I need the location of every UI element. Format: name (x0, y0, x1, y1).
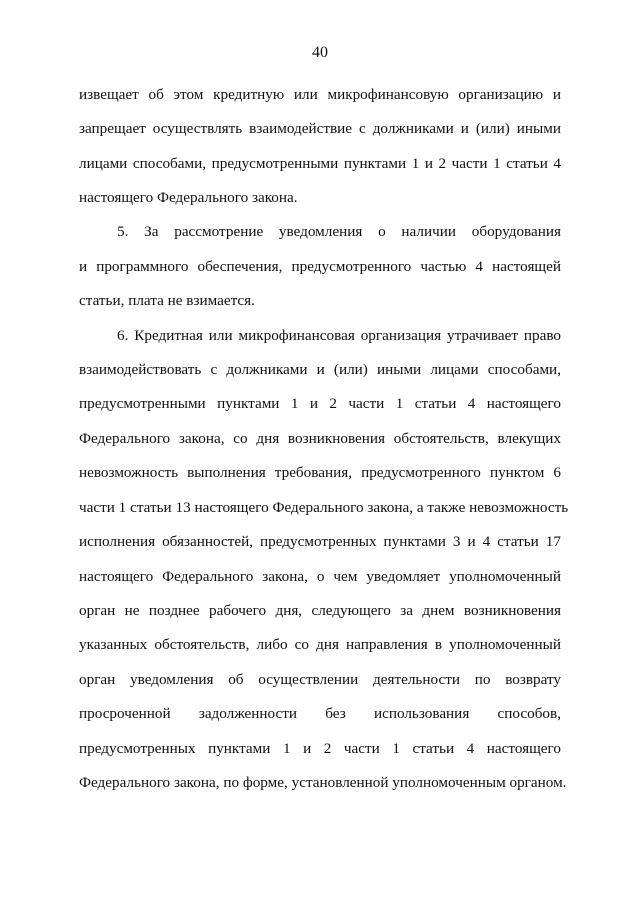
paragraph-5-line: и программного обеспечения, предусмотренного частью 4 настоящей (79, 258, 561, 275)
paragraph-6-line: Федерального закона, по форме, установленной уполномоченным органом. (79, 774, 567, 791)
paragraph-6-line: исполнения обязанностей, предусмотренных пунктами 3 и 4 статьи 17 (79, 533, 561, 550)
paragraph-6-line: невозможность выполнения требования, предусмотренного пунктом 6 (79, 464, 561, 481)
paragraph-5-line: 5. За рассмотрение уведомления о наличии оборудования (117, 223, 561, 240)
paragraph-6-line: орган не позднее рабочего дня, следующего за днем возникновения (79, 602, 561, 619)
paragraph-6-line: Федерального закона, со дня возникновения обстоятельств, влекущих (79, 430, 561, 447)
paragraph-1-line: настоящего Федерального закона. (79, 189, 298, 206)
page-number: 40 (312, 44, 328, 61)
paragraph-6-line: просроченной задолженности без использования способов, (79, 705, 561, 722)
paragraph-6-line: предусмотренных пунктами 1 и 2 части 1 статьи 4 настоящего (79, 740, 561, 757)
paragraph-6-line: части 1 статьи 13 настоящего Федерального закона, а также невозможность (79, 499, 569, 516)
paragraph-6-line: взаимодействовать с должниками и (или) иными лицами способами, (79, 361, 561, 378)
paragraph-6-line: указанных обстоятельств, либо со дня направления в уполномоченный (79, 636, 561, 653)
paragraph-6-line: 6. Кредитная или микрофинансовая организация утрачивает право (117, 327, 561, 344)
paragraph-1-line: запрещает осуществлять взаимодействие с должниками и (или) иными (79, 120, 561, 137)
paragraph-5-line: статьи, плата не взимается. (79, 292, 255, 309)
paragraph-6-line: настоящего Федерального закона, о чем уведомляет уполномоченный (79, 568, 561, 585)
paragraph-1-line: извещает об этом кредитную или микрофинансовую организацию и (79, 86, 561, 103)
paragraph-1-line: лицами способами, предусмотренными пунктами 1 и 2 части 1 статьи 4 (79, 155, 561, 172)
paragraph-6-line: предусмотренными пунктами 1 и 2 части 1 статьи 4 настоящего (79, 395, 561, 412)
paragraph-6-line: орган уведомления об осуществлении деятельности по возврату (79, 671, 561, 688)
